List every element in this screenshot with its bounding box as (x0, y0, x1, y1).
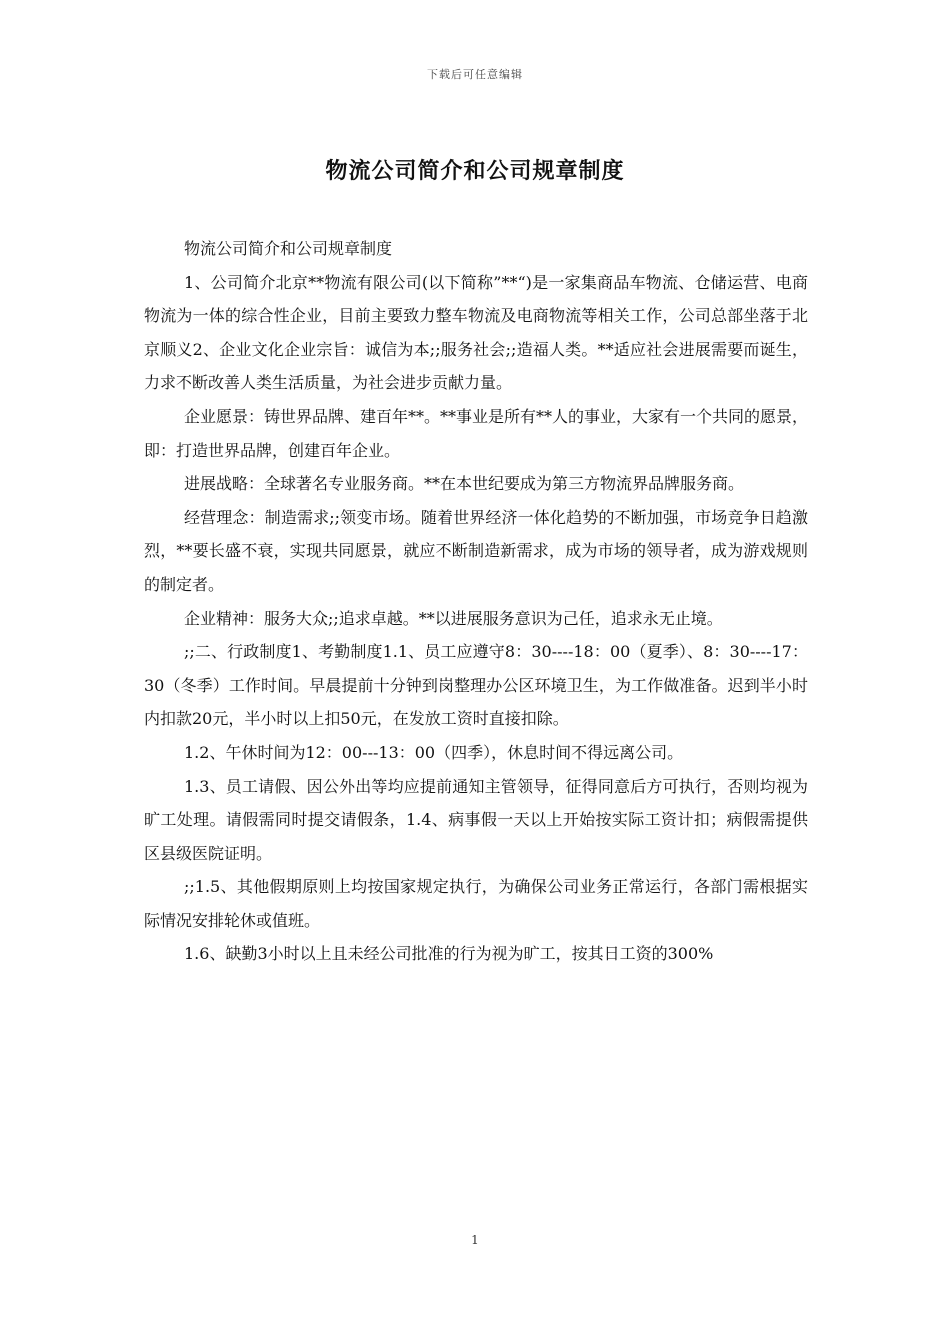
paragraph-philosophy: 经营理念：制造需求;;领变市场。随着世界经济一体化趋势的不断加强，市场竞争日趋激烈，**要长盛不衰，实现共同愿景，就应不断制造新需求，成为市场的领导者，成为游戏规则的制定者。 (144, 507, 808, 594)
paragraph-spirit: 企业精神：服务大众;;追求卓越。**以进展服务意识为己任，追求永无止境。 (184, 608, 723, 628)
header-note: 下载后可任意编辑 (427, 68, 523, 81)
paragraph-strategy: 进展战略：全球著名专业服务商。**在本世纪要成为第三方物流界品牌服务商。 (184, 474, 745, 494)
document-title: 物流公司简介和公司规章制度 (325, 158, 625, 184)
paragraph-subtitle: 物流公司简介和公司规章制度 (184, 239, 393, 258)
paragraph-other-holidays: ;;1.5、其他假期原则上均按国家规定执行，为确保公司业务正常运行，各部门需根据实际情况安排轮休或值班。 (144, 877, 808, 930)
paragraph-absence: 1.6、缺勤3小时以上且未经公司批准的行为视为旷工，按其日工资的300% (184, 944, 714, 964)
page-number: 1 (471, 1233, 479, 1247)
paragraph-company-intro: 1、公司简介北京**物流有限公司(以下简称”**“)是一家集商品车物流、仓储运营、电商物流为一体的综合性企业，目前主要致力整车物流及电商物流等相关工作，公司总部坐落于北京顺义2、企业文化企业宗旨：诚信为本;;服务社会;;造福人类。**适应社会进展需要而诞生，力求不断改善人类生活质量，为社会进步贡献力量。 (144, 272, 808, 393)
paragraph-leave: 1.3、员工请假、因公外出等均应提前通知主管领导，征得同意后方可执行，否则均视为旷工处理。请假需同时提交请假条，1.4、病事假一天以上开始按实际工资计扣；病假需提供区县级医院证明。 (144, 776, 808, 863)
paragraph-vision: 企业愿景：铸世界品牌、建百年**。**事业是所有**人的事业，大家有一个共同的愿景，即：打造世界品牌，创建百年企业。 (144, 406, 809, 460)
paragraph-lunch-break: 1.2、午休时间为12：00---13：00（四季），休息时间不得远离公司。 (184, 742, 684, 762)
paragraph-attendance: ;;二、行政制度1、考勤制度1.1、员工应遵守8：30----18：00（夏季）、8：30----17：30（冬季）工作时间。早晨提前十分钟到岗整理办公区环境卫生，为工作做准备。迟到半小时内扣款20元，半小时以上扣50元，在发放工资时直接扣除。 (144, 642, 808, 729)
document-body (144, 232, 808, 971)
